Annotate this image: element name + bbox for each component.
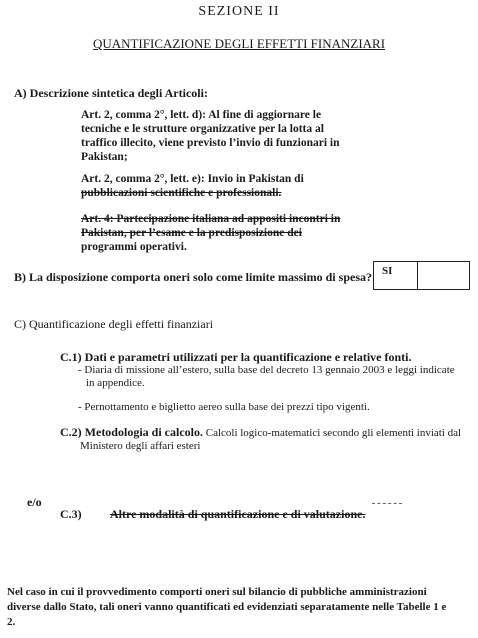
eo-label: e/o xyxy=(27,495,42,509)
footer-note xyxy=(7,585,446,630)
c1-item-pernottamento: - Pernottamento e biglietto aereo sulla base dei prezzi tipo vigenti. xyxy=(78,401,370,413)
footer-line: diverse dallo Stato, tali oneri vanno quantificati ed evidenziati separatamente nelle Tabelle 1 e xyxy=(7,601,447,613)
art-2e-line: Art. 2, comma 2°, lett. e): Invio in Pakistan di xyxy=(81,173,304,185)
c1-heading: C.1) Dati e parametri utilizzati per la quantificazione e relative fonti. xyxy=(60,350,412,364)
c2-text-line: Calcoli logico-matematici secondo gli elementi inviati dal xyxy=(202,427,462,439)
dashed-rule xyxy=(372,503,402,504)
footer-line: 2. xyxy=(7,616,16,628)
page-subtitle: QUANTIFICAZIONE DEGLI EFFETTI FINANZIARI xyxy=(92,36,386,51)
c2-heading: C.2) Metodologia di calcolo. xyxy=(60,425,203,439)
answer-si-label: SI xyxy=(382,265,393,277)
c3-label: C.3) xyxy=(60,507,82,521)
c2-block xyxy=(60,426,461,453)
art-4-line: programmi operativi. xyxy=(81,241,187,253)
c3-text: Altre modalità di quantificazione e di valutazione. xyxy=(110,507,366,521)
c1-item-line: in appendice. xyxy=(86,377,145,389)
art-2e-line: pubblicazioni scientifiche e professionali. xyxy=(81,187,282,199)
art-2d-line: Art. 2, comma 2°, lett. d): Al fine di aggiornare le xyxy=(81,109,322,121)
answer-box-divider xyxy=(417,262,418,289)
c1-item-line: - Diaria di missione all’estero, sulla base del decreto 13 gennaio 2003 e leggi indicate xyxy=(78,364,455,376)
art-4-line: Pakistan, per l’esame e la predisposizione dei xyxy=(81,227,302,239)
footer-line: Nel caso in cui il provvedimento comporti oneri sul bilancio di pubbliche amministrazioni xyxy=(7,586,427,598)
page-title: SEZIONE II xyxy=(198,4,280,19)
art-2d-line: tecniche e le strutture organizzative per la lotta al xyxy=(81,123,324,135)
art-4-block xyxy=(81,212,340,254)
c2-text-line: Ministero degli affari esteri xyxy=(80,440,201,452)
section-c-heading: C) Quantificazione degli effetti finanziari xyxy=(14,317,214,331)
art-2d-line: traffico illecito, viene previsto l’invio di funzionari in xyxy=(81,137,340,149)
c1-item-diaria xyxy=(78,364,455,390)
art-2d-line: Pakistan; xyxy=(81,151,128,163)
art-2e-block xyxy=(81,172,304,200)
section-b-question: B) La disposizione comporta oneri solo come limite massimo di spesa? xyxy=(14,270,372,284)
section-a-heading: A) Descrizione sintetica degli Articoli: xyxy=(14,86,208,100)
answer-box xyxy=(373,261,470,290)
art-2d-block xyxy=(81,108,340,164)
art-4-line: Art. 4: Partecipazione italiana ad appositi incontri in xyxy=(81,213,341,225)
